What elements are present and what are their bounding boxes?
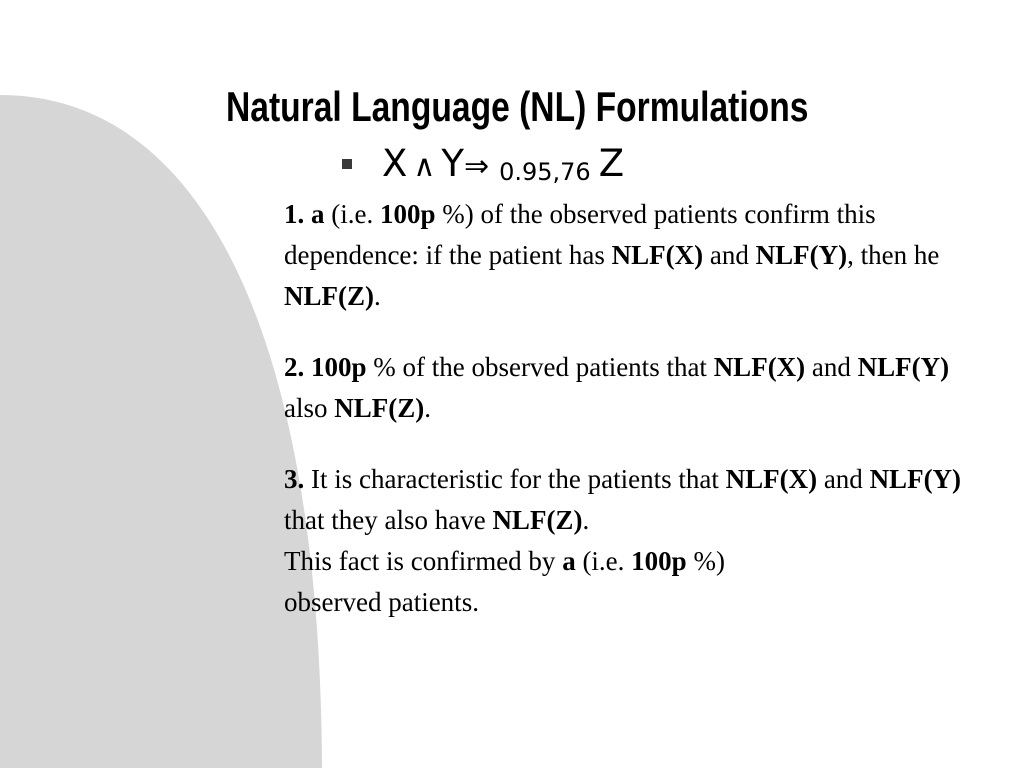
formulation-1 <box>284 194 984 317</box>
nlf-y: NLF(Y) <box>857 352 950 382</box>
text-span: It is characteristic for the patients that <box>304 464 726 494</box>
nlf-y: NLF(Y) <box>755 240 848 270</box>
var-a: a <box>311 199 325 229</box>
text-span: . <box>374 281 381 311</box>
logical-and-symbol: ∧ <box>413 149 436 184</box>
text-span: . <box>424 393 431 423</box>
text-span: also <box>284 393 335 423</box>
nlf-z: NLF(Z) <box>284 281 374 311</box>
nlf-x: NLF(X) <box>713 352 806 382</box>
var-100p: 100p <box>379 199 436 229</box>
text-span: %) <box>686 546 725 576</box>
text-span: This fact is confirmed by <box>284 546 563 576</box>
text-span: observed patients. <box>284 587 479 617</box>
var-100p: 100p <box>631 546 687 576</box>
var-100p: 100p <box>311 352 367 382</box>
formulations-list <box>284 194 984 653</box>
nlf-z: NLF(Z) <box>334 393 425 423</box>
gray-arc-shape <box>0 95 322 768</box>
formula-x: X <box>382 142 408 185</box>
text-span: . <box>582 505 590 535</box>
formulation-number: 3. <box>284 464 305 494</box>
slide-title: Natural Language (NL) Formulations <box>226 83 809 130</box>
formula-z: Z <box>598 142 625 185</box>
nlf-y: NLF(Y) <box>869 464 962 494</box>
formulation-3 <box>284 459 984 623</box>
nlf-x: NLF(X) <box>611 240 704 270</box>
formula-subscript: 0.95,76 <box>499 158 591 186</box>
nlf-x: NLF(X) <box>725 464 818 494</box>
text-span: (i.e. <box>575 546 632 576</box>
text-span: % of the observed patients that <box>366 352 714 382</box>
square-bullet-icon <box>342 159 352 169</box>
text-span: that they also have <box>284 505 493 535</box>
text-span: and <box>817 464 870 494</box>
text-span: and <box>703 240 756 270</box>
text-span: , then he <box>847 240 940 270</box>
text-span: %) of the observed patients confirm this dependence: if the patient has <box>284 199 876 270</box>
text-span: (i.e. <box>324 199 380 229</box>
var-a: a <box>562 546 576 576</box>
implies-arrow-symbol: ⇒ <box>463 149 490 184</box>
formulation-2 <box>284 347 984 429</box>
nlf-z: NLF(Z) <box>492 505 583 535</box>
formulation-number: 1. <box>284 199 305 229</box>
formulation-number: 2. <box>284 352 305 382</box>
formula-line <box>342 142 624 185</box>
text-span: and <box>805 352 858 382</box>
formula-y: Y <box>441 142 464 185</box>
